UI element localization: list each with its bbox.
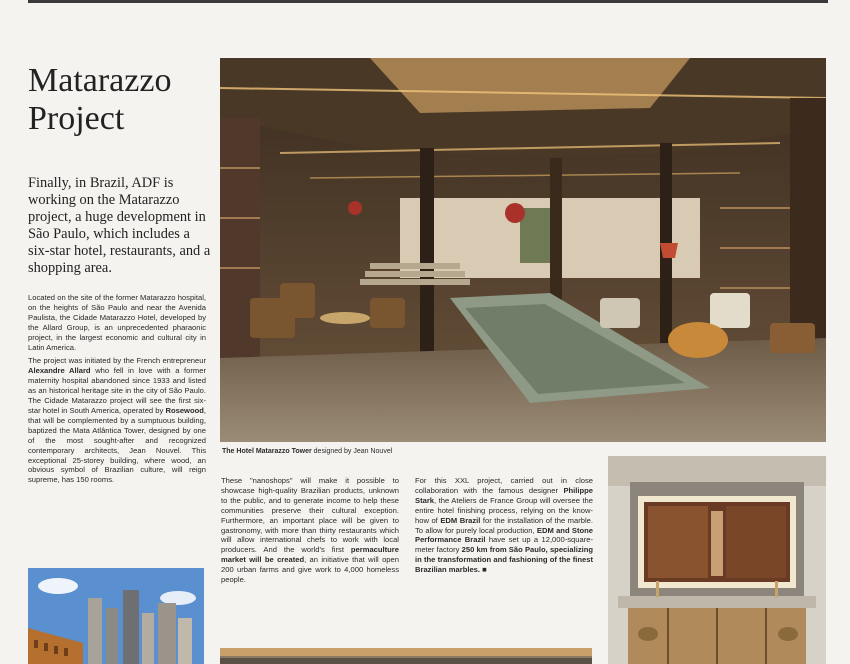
text-run: , the Ateliers de France Group will oversee the entire hotel finishing process, relying on the know-how of xyxy=(415,495,593,525)
lede-paragraph: Finally, in Brazil, ADF is working on the Matarazzo project, a huge development in São Paulo, which includes a six-star hotel, restaurants, and a shopping area. xyxy=(28,175,211,276)
bold-run: EDM and Stone Performance Brazil xyxy=(415,525,593,545)
text-run: The project was initiated by the French entrepreneur xyxy=(28,356,206,366)
col1-paragraph-2 xyxy=(28,356,206,485)
column-1 xyxy=(28,293,206,489)
bold-run: Alexandre Allard xyxy=(28,366,91,376)
sao-paulo-skyline-photo xyxy=(28,568,204,664)
bold-run: Philippe Stark xyxy=(415,485,593,505)
hotel-lobby-photo xyxy=(220,58,826,442)
text-run: , an initiative that will open 200 urban farms and give work to 4,000 homeless people. xyxy=(221,555,399,585)
end-mark: ■ xyxy=(480,565,487,575)
photo-caption xyxy=(222,448,392,455)
caption-bold: The Hotel Matarazzo Tower xyxy=(222,448,312,455)
title-line-2: Project xyxy=(28,100,125,137)
title-line-1: Matarazzo xyxy=(28,62,172,99)
bold-run: Rosewood xyxy=(165,405,204,415)
text-run: for the installation of the marble. To allow for purely local production, xyxy=(415,515,594,535)
bold-run: EDM Brazil xyxy=(440,515,481,525)
text-run: For this XXL project, carried out in close collaboration with the famous designer xyxy=(415,476,593,495)
column-2 xyxy=(221,476,399,589)
text-run: These "nanoshops" will make it possible to showcase high-quality Brazilian products, unknown to the public, and to generate income to help these communities preserve their cultural exception. Furthermore, an important place will be given to gastronomy, with more than thirty restaurants which will allow international chefs to work with local producers. And the world's first xyxy=(221,476,399,555)
text-run: , that will be complemented by a sumptuous building, baptized the Mata Atlântica Tower, designed by one of the most sought-after and recognized contemporary architects, Jean Nouvel. This exceptional 25-storey building, where wood, an obvious symbol of Brazilian culture, will reign supreme, has 150 rooms. xyxy=(28,405,206,485)
sunset-photo xyxy=(220,648,592,664)
article-title xyxy=(28,62,218,138)
bold-run: permaculture market will be created xyxy=(221,545,399,565)
text-run: have set up a 12,000-square-meter factory xyxy=(415,535,593,555)
text-run: who fell in love with a former maternity hospital abandoned since 1933 and listed as an historical heritage site in the city of São Paulo. The Cidade Matarazzo project will see the first six-star hotel in South America, operated by xyxy=(28,366,206,415)
col2-paragraph xyxy=(221,476,399,585)
bold-run: 250 km from São Paulo, specializing in the transformation and fashioning of the finest Brazilian marbles. xyxy=(415,545,594,575)
top-rule xyxy=(28,0,828,3)
col3-paragraph xyxy=(415,476,593,575)
caption-text: designed by Jean Nouvel xyxy=(311,448,393,455)
column-3 xyxy=(415,476,593,579)
col1-paragraph-1: Located on the site of the former Matarazzo hospital, on the heights of São Paulo and near the Avenida Paulista, the Cidade Matarazzo Hotel, developed by the Allard Group, is an unprecedented pharaonic project, in the largest economic and cultural city in Latin America. xyxy=(28,293,206,352)
hotel-bathroom-photo xyxy=(608,456,826,664)
